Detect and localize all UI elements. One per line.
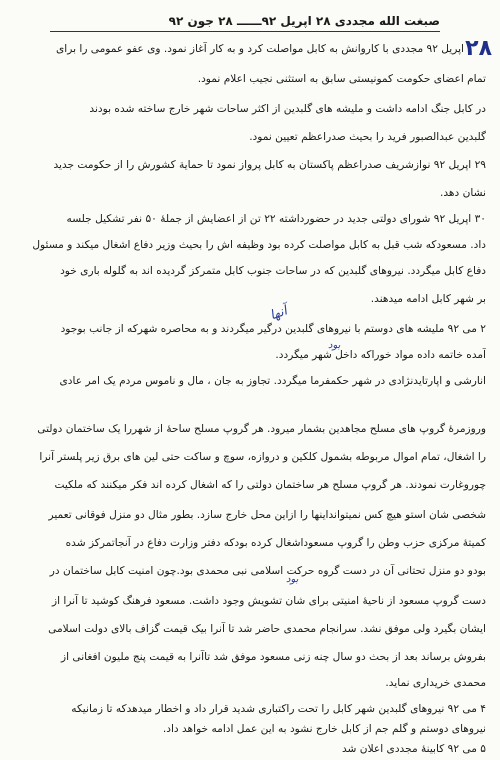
text-line: چوروغارت نمودند. هر گروپ مسلح هر ساختمان دولتی را که اشغال کرده اند فکر میکنند که ملکیت <box>54 479 486 491</box>
text-line: آمده خاتمه داده مواد خوراکه داخل شهر میگردد. <box>275 349 486 361</box>
document-title: صبغت الله مجددی ۲۸ اپریل ۹۲ــــــ ۲۸ جون ۹۲ <box>168 14 440 28</box>
text-line: در کابل جنگ ادامه داشت و ملیشه های گلبدین از اکثر ساحات شهر خارج ساخته شده بودند <box>89 103 486 115</box>
handwritten-note: بود <box>328 340 341 351</box>
text-line: تمام اعضای حکومت کمونیستی سابق به استثنی نجیب اعلام نمود. <box>197 73 486 85</box>
text-line: محمدی خریداری نماید. <box>385 677 486 689</box>
handwritten-note: آنها <box>267 303 290 324</box>
text-line: ۳۰ اپریل ۹۲ شورای دولتی جدید در حضورداشته ۲۲ تن از اعضایش از جملهٔ ۵۰ نفر تشکیل جلسه <box>66 213 486 225</box>
text-line: نیروهای دوستم و گلم جم از کابل خارج نشود به این عمل ادامه خواهد داد. <box>162 723 486 735</box>
margin-date-number: ۲۸ <box>465 36 492 61</box>
handwritten-note: بود <box>286 574 299 585</box>
text-line: ۵ می ۹۲ کابینهٔ مجددی اعلان شد <box>342 743 486 755</box>
text-line: شخصی شان استو هیچ کس نمیتوانداینها را ازاین محل خارج سازد. بطور مثال دو منزل فوقانی تعمیر <box>48 509 486 521</box>
text-line: ۲۹ اپریل ۹۲ نوازشریف صدراعظم پاکستان به کابل پرواز نمود تا حمایة کشورش را از حکومت جدید <box>53 159 486 171</box>
text-line: اپریل ۹۲ مجددی با کاروانش به کابل مواصلت کرد و به کار آغاز نمود. وی عفو عمومی را برای <box>55 43 464 55</box>
text-line: ۲ می ۹۲ ملیشه های دوستم با نیروهای گلبدین درگیر میگردند و به محاصره شهرکه از جانب بوجود <box>60 323 486 335</box>
text-line: را اشغال، تمام اموال مربوطه بشمول کلکین و دروازه، سوچ و ساکت حتی لین های برق زیر پلستر آنرا <box>39 451 486 463</box>
text-line: داد. مسعودکه شب قبل به کابل مواصلت کرده بود وظیفه اش را بحیث وزیر دفاع اشغال میکند و مسئول <box>32 239 486 251</box>
text-line: بفروش برساند بعد از بحث دو سال چنه زنی مسعود موفق شد تاآنرا به قیمت پنج ملیون افغانی از <box>60 651 486 663</box>
title-underline <box>50 31 440 32</box>
text-line: دست گروپ مسعود از ناحیهٔ امنیتی برای شان تشویش وجود داشت. مسعود فرهنگ کوشید تا آنرا از <box>51 595 486 607</box>
text-line: نشان دهد. <box>439 187 486 199</box>
text-line: ۴ می ۹۲ نیروهای گلبدین شهر کابل را تحت راکتباری شدید قرار داد و اخطار میدهدکه تا زمانیکه <box>71 703 486 715</box>
text-line: دفاع کابل میگردد. نیروهای گلبدین که در ساحات جنوب کابل متمرکز گردیده اند به گلوله باری خود <box>60 265 486 277</box>
text-line: بر شهر کابل ادامه میدهند. <box>370 293 486 305</box>
text-line: انارشی و اپارتایدنژادی در شهر حکمفرما میگردد. تجاوز به جان ، مال و ناموس مردم یک امر عادی <box>59 375 486 387</box>
text-line: کمیتهٔ مرکزی حزب وطن را گروپ مسعوداشغال کرده بودکه دفتر وزارت دفاع در آنجاتمرکز شده <box>65 537 486 549</box>
text-line: بودو دو منزل تحتانی آن در دست گروه حرکت اسلامی نبی محمدی بود.چون امنیت کابل ساختمان در <box>49 565 486 577</box>
text-line: ایشان بگیرد ولی موفق نشد. سرانجام محمدی حاضر شد تا آنرا بیک قیمت گزاف بالای دولت اسلامی <box>48 623 486 635</box>
text-line: گلبدین عبدالصبور فرید را بحیث صدراعظم تعیین نمود. <box>249 131 486 143</box>
text-line: وروزمرهٔ گروپ های مسلح مجاهدین بشمار میرود. هر گروپ مسلح ساحهٔ از شهررا یک ساختمان دولتی <box>37 423 486 435</box>
